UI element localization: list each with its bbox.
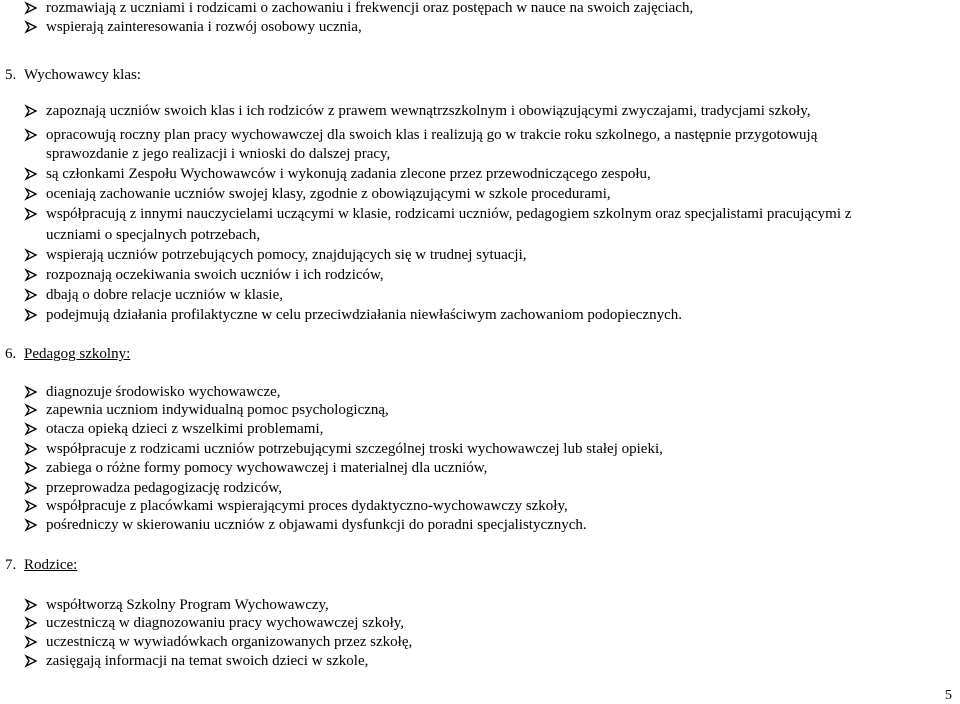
list-item-text: otacza opieką dzieci z wszelkimi problemami, xyxy=(46,421,324,437)
arrowhead-bullet-icon xyxy=(24,479,38,497)
list-item-text: zabiega o różne formy pomocy wychowawczej i materialnej dla uczniów, xyxy=(46,460,488,476)
arrowhead-bullet-icon xyxy=(24,420,38,438)
list-item-text: przeprowadza pedagogizację rodziców, xyxy=(46,480,282,496)
list-item-text: podejmują działania profilaktyczne w celu przeciwdziałania niewłaściwym zachowaniom podopiecznych. xyxy=(46,307,682,323)
list-item-text: zapewnia uczniom indywidualną pomoc psychologiczną, xyxy=(46,402,389,418)
section-title: Pedagog szkolny: xyxy=(24,346,131,362)
list-item-text: wspierają uczniów potrzebujących pomocy, znajdujących się w trudnej sytuacji, xyxy=(46,247,527,263)
arrowhead-bullet-icon xyxy=(24,497,38,515)
list-item-text: współpracuje z rodzicami uczniów potrzebującymi szczególnej troski wychowawczej lub stałej opieki, xyxy=(46,441,663,457)
list-item-text: współpracuje z placówkami wspierającymi proces dydaktyczno-wychowawczy szkoły, xyxy=(46,498,568,514)
arrowhead-bullet-icon xyxy=(24,383,38,401)
arrowhead-bullet-icon xyxy=(24,401,38,419)
list-item-text: współpracują z innymi nauczycielami uczącymi w klasie, rodzicami uczniów, pedagogiem szkolnym oraz specjalistami pracującymi z xyxy=(46,206,852,222)
page-number: 5 xyxy=(945,688,952,703)
list-item-text: zapoznają uczniów swoich klas i ich rodziców z prawem wewnątrzszkolnym i obowiązującymi zwyczajami, tradycjami szkoły, xyxy=(46,103,811,119)
list-item-text: diagnozuje środowisko wychowawcze, xyxy=(46,384,281,400)
section-title: Wychowawcy klas: xyxy=(24,67,141,83)
list-item-text: są członkami Zespołu Wychowawców i wykonują zadania zlecone przez przewodniczącego zespołu, xyxy=(46,166,651,182)
arrowhead-bullet-icon xyxy=(24,102,38,120)
list-item-text: rozmawiają z uczniami i rodzicami o zachowaniu i frekwencji oraz postępach w nauce na swoich zajęciach, xyxy=(46,0,694,16)
list-item-text: uczestniczą w wywiadówkach organizowanych przez szkołę, xyxy=(46,634,413,650)
arrowhead-bullet-icon xyxy=(24,126,38,144)
arrowhead-bullet-icon xyxy=(24,0,38,17)
arrowhead-bullet-icon xyxy=(24,440,38,458)
list-item-text: uczestniczą w diagnozowaniu pracy wychowawczej szkoły, xyxy=(46,615,405,631)
arrowhead-bullet-icon xyxy=(24,633,38,651)
section-title: Rodzice: xyxy=(24,557,78,573)
arrowhead-bullet-icon xyxy=(24,246,38,264)
arrowhead-bullet-icon xyxy=(24,286,38,304)
list-item-text: zasięgają informacji na temat swoich dzieci w szkole, xyxy=(46,653,369,669)
arrowhead-bullet-icon xyxy=(24,266,38,284)
arrowhead-bullet-icon xyxy=(24,18,38,36)
arrowhead-bullet-icon xyxy=(24,614,38,632)
list-item-text: opracowują roczny plan pracy wychowawczej dla swoich klas i realizują go w trakcie roku szkolnego, a następnie przygotowują xyxy=(46,127,818,143)
arrowhead-bullet-icon xyxy=(24,459,38,477)
arrowhead-bullet-icon xyxy=(24,205,38,223)
list-item-text: oceniają zachowanie uczniów swojej klasy, zgodnie z obowiązującymi w szkole procedurami, xyxy=(46,186,611,202)
list-item-text: sprawozdanie z jego realizacji i wnioski do dalszej pracy, xyxy=(46,146,391,162)
arrowhead-bullet-icon xyxy=(24,165,38,183)
list-item-text: dbają o dobre relacje uczniów w klasie, xyxy=(46,287,283,303)
section-number: 6. xyxy=(5,346,17,362)
arrowhead-bullet-icon xyxy=(24,185,38,203)
section-number: 5. xyxy=(5,67,17,83)
arrowhead-bullet-icon xyxy=(24,306,38,324)
arrowhead-bullet-icon xyxy=(24,652,38,670)
list-item-text: rozpoznają oczekiwania swoich uczniów i ich rodziców, xyxy=(46,267,384,283)
section-number: 7. xyxy=(5,557,17,573)
list-item-text: współtworzą Szkolny Program Wychowawczy, xyxy=(46,597,329,613)
arrowhead-bullet-icon xyxy=(24,516,38,534)
arrowhead-bullet-icon xyxy=(24,596,38,614)
list-item-text: wspierają zainteresowania i rozwój osobowy ucznia, xyxy=(46,19,362,35)
list-item-text: pośredniczy w skierowaniu uczniów z objawami dysfunkcji do poradni specjalistycznych. xyxy=(46,517,587,533)
list-item-text: uczniami o specjalnych potrzebach, xyxy=(46,227,261,243)
